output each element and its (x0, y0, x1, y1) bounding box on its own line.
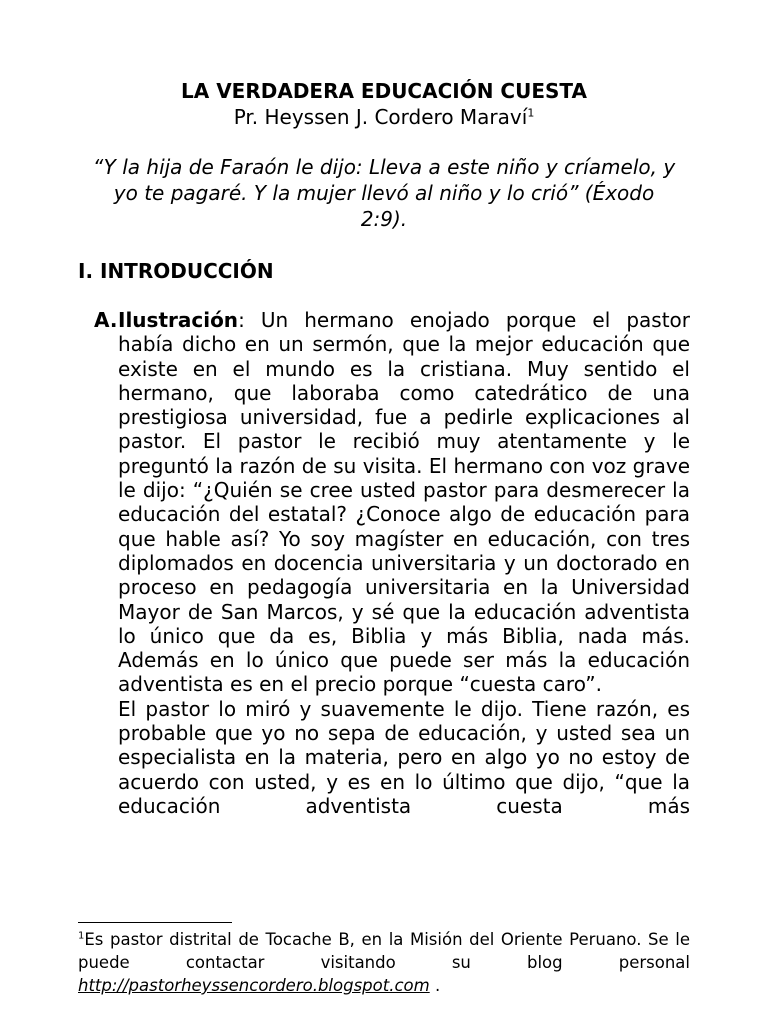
section-heading: I. INTRODUCCIÓN (78, 259, 274, 283)
footnote-reference: 1 (527, 106, 535, 120)
footnote-text: Es pastor distrital de Tocache B, en la Misión del Oriente Peruano. Se le puede contactar visitando su blog personal (78, 930, 690, 972)
footnote-text-block (78, 928, 690, 997)
footnote-separator (78, 922, 232, 923)
subsection-illustration (94, 308, 690, 818)
author-line (0, 104, 768, 130)
subsection-term: Ilustración (118, 308, 239, 332)
blog-link[interactable]: http://pastorheyssencordero.blogspot.com (78, 976, 430, 995)
epigraph-quote: “Y la hija de Faraón le dijo: Lleva a este niño y críamelo, y yo te pagaré. Y la mujer llevó al niño y lo crió” (Éxodo 2:9). (92, 155, 676, 231)
paragraph-1 (118, 308, 690, 697)
footnote-trailing: . (429, 976, 441, 995)
paragraph-2: El pastor lo miró y suavemente le dijo. Tiene razón, es probable que yo no sepa de educación, y usted sea un especialista en la materia, pero en algo yo no estoy de acuerdo con usted, y es en lo último que dijo, “que la educación adventista cuesta más (118, 696, 690, 818)
subsection-label: A. (94, 308, 118, 332)
footnote-marker: 1 (78, 930, 85, 942)
author-name: Pr. Heyssen J. Cordero Maraví (233, 105, 528, 129)
document-title: LA VERDADERA EDUCACIÓN CUESTA (181, 79, 587, 103)
footnote (78, 928, 690, 997)
paragraph-1-text: : Un hermano enojado porque el pastor había dicho en un sermón, que la mejor educación que existe en el mundo es la cristiana. Muy sentido el hermano, que laboraba como catedrático de una prestigiosa universidad, fue a pedirle explicaciones al pastor. El pastor le recibió muy atentamente y le preguntó la razón de su visita. El hermano con voz grave le dijo: “¿Quién se cree usted pastor para desmerecer la educación del estatal? ¿Conoce algo de educación para que hable así? Yo soy magíster en educación, con tres diplomados en docencia universitaria y un doctorado en proceso en pedagogía universitaria en la Universidad Mayor de San Marcos, y sé que la educación adventista lo único que da es, Biblia y más Biblia, nada más. Además en lo único que puede ser más la educación adventista es en el precio porque “cuesta caro”. (118, 308, 690, 697)
